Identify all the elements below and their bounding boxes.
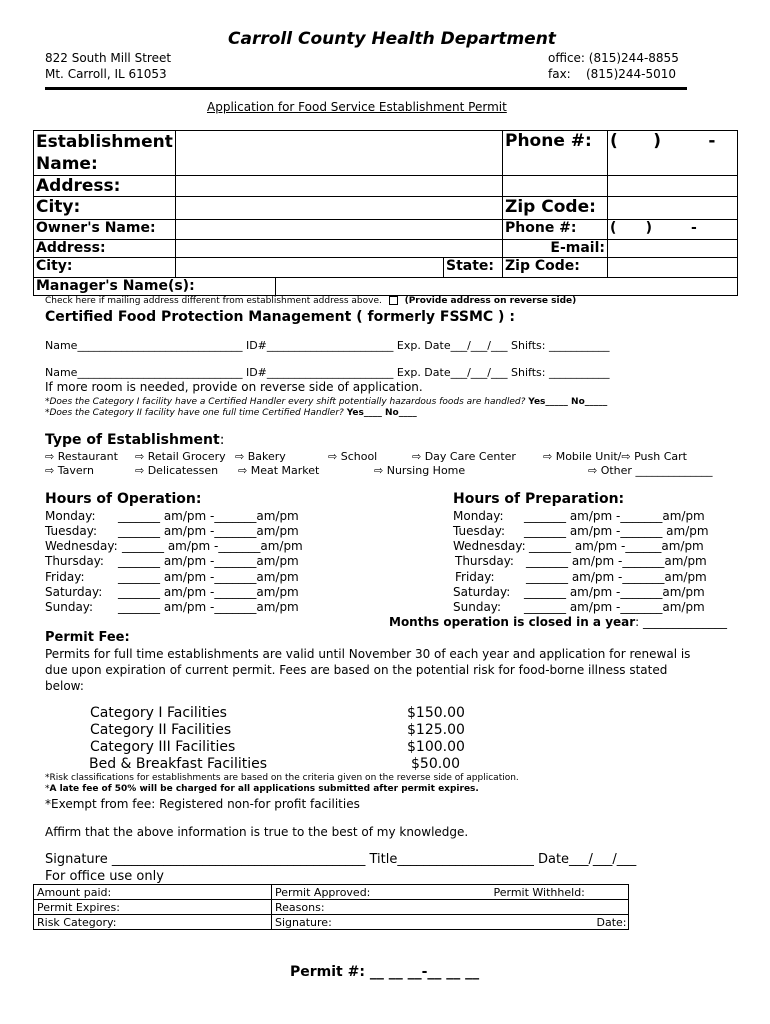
permit-number[interactable]: Permit #: __ __ __-__ __ __ bbox=[290, 964, 480, 980]
mailing-address-note: Check here if mailing address different from establishment address above. (Provide address on reverse side) bbox=[45, 296, 577, 306]
fax-number: fax: (815)244-5010 bbox=[548, 67, 677, 81]
fee-amount: $100.00 bbox=[407, 739, 465, 755]
manager-label: Manager's Name(s): bbox=[34, 278, 276, 296]
type-retail-grocery[interactable]: ⇨ Retail Grocery bbox=[135, 450, 226, 463]
affirm-statement: Affirm that the above information is true to the best of my knowledge. bbox=[45, 825, 469, 839]
type-nursing-home[interactable]: ⇨ Nursing Home bbox=[374, 464, 466, 477]
hours-preparation-heading: Hours of Preparation: bbox=[453, 491, 625, 507]
type-bakery[interactable]: ⇨ Bakery bbox=[235, 450, 286, 463]
op-hours-field[interactable]: _______ am/pm -_______am/pm bbox=[122, 539, 303, 553]
op-day-label: Saturday: bbox=[45, 585, 103, 599]
op-hours-field[interactable]: _______ am/pm -_______am/pm bbox=[118, 554, 299, 568]
type-restaurant[interactable]: ⇨ Restaurant bbox=[45, 450, 118, 463]
months-closed[interactable]: Months operation is closed in a year: ______________ bbox=[389, 615, 728, 629]
department-title: Carroll County Health Department bbox=[228, 29, 556, 49]
amount-paid-field[interactable]: Amount paid: bbox=[34, 885, 272, 900]
state-label: State: bbox=[444, 258, 503, 278]
fee-category-label: Bed & Breakfast Facilities bbox=[89, 756, 268, 772]
office-signature-cell[interactable]: Signature: Date: bbox=[272, 915, 629, 930]
address-field-right[interactable] bbox=[608, 176, 738, 197]
establishment-name-field[interactable] bbox=[176, 131, 503, 176]
permit-expires-field[interactable]: Permit Expires: bbox=[34, 900, 272, 915]
op-hours-field[interactable]: _______ am/pm -_______am/pm bbox=[118, 585, 299, 599]
op-day-label: Tuesday: bbox=[45, 524, 97, 538]
city-field[interactable] bbox=[176, 197, 503, 220]
prep-hours-field[interactable]: _______ am/pm -_______am/pm bbox=[526, 554, 707, 568]
prep-hours-field[interactable]: _______ am/pm -_______am/pm bbox=[526, 570, 707, 584]
phone-label: Phone #: bbox=[503, 131, 608, 176]
prep-hours-field[interactable]: _______ am/pm -______am/pm bbox=[529, 539, 704, 553]
owner-zip-field[interactable] bbox=[608, 258, 738, 278]
fee-category-label: Category I Facilities bbox=[90, 705, 227, 721]
owner-address-label: Address: bbox=[34, 240, 176, 258]
prep-hours-field[interactable]: _______ am/pm -_______am/pm bbox=[524, 509, 705, 523]
mailing-address-checkbox[interactable] bbox=[389, 296, 398, 305]
address-line-2: Mt. Carroll, IL 61053 bbox=[45, 67, 167, 81]
fee-category-label: Category III Facilities bbox=[90, 739, 236, 755]
prep-day-label: Wednesday: bbox=[453, 539, 526, 553]
signature-line[interactable]: Signature _______________________________________ Title_____________________ Date___/___/___ bbox=[45, 852, 637, 867]
address-label: Address: bbox=[34, 176, 176, 197]
fee-amount: $50.00 bbox=[411, 756, 460, 772]
owner-zip-label: Zip Code: bbox=[503, 258, 608, 278]
owner-name-label: Owner's Name: bbox=[34, 220, 176, 240]
risk-note: *Risk classifications for establishments are based on the criteria given on the reverse side of application. bbox=[45, 773, 519, 783]
office-use-table bbox=[33, 884, 629, 930]
fee-amount: $150.00 bbox=[407, 705, 465, 721]
category-2-question: *Does the Category II facility have one full time Certified Handler? Yes____ No____ bbox=[45, 408, 417, 418]
permit-fee-text-2: due upon expiration of current permit. Fees are based on the potential risk for food-borne illness stated bbox=[45, 663, 668, 677]
form-title: Application for Food Service Establishment Permit bbox=[207, 100, 507, 114]
phone-field[interactable]: ( ) - bbox=[608, 131, 738, 176]
permit-approved-cell[interactable]: Permit Approved: Permit Withheld: bbox=[272, 885, 629, 900]
op-day-label: Friday: bbox=[45, 570, 85, 584]
cfpm-line-2[interactable]: Name______________________________ ID#_______________________ Exp. Date___/___/___ Shifts: ___________ bbox=[45, 366, 610, 379]
office-use-heading: For office use only bbox=[45, 869, 164, 884]
fee-amount: $125.00 bbox=[407, 722, 465, 738]
type-day-care[interactable]: ⇨ Day Care Center bbox=[412, 450, 516, 463]
type-mobile-unit[interactable]: ⇨ Mobile Unit/⇨ Push Cart bbox=[543, 450, 687, 463]
permit-fee-text-3: below: bbox=[45, 679, 84, 693]
email-label: E-mail: bbox=[503, 240, 608, 258]
prep-day-label: Tuesday: bbox=[453, 524, 505, 538]
prep-hours-field[interactable]: _______ am/pm -_______ am/pm bbox=[524, 524, 709, 538]
owner-address-field[interactable] bbox=[176, 240, 503, 258]
header-divider bbox=[45, 87, 687, 90]
exempt-note: *Exempt from fee: Registered non-for profit facilities bbox=[45, 797, 360, 811]
establishment-info-grid bbox=[33, 130, 738, 296]
fee-category-label: Category II Facilities bbox=[90, 722, 232, 738]
cfpm-line-1[interactable]: Name______________________________ ID#_______________________ Exp. Date___/___/___ Shifts: ___________ bbox=[45, 339, 610, 352]
establishment-name-label: Establishment Name: bbox=[34, 131, 176, 176]
op-day-label: Thursday: bbox=[45, 554, 104, 568]
owner-name-field[interactable] bbox=[176, 220, 503, 240]
owner-city-label: City: bbox=[34, 258, 176, 278]
city-label: City: bbox=[34, 197, 176, 220]
late-fee-note: *A late fee of 50% will be charged for all applications submitted after permit expires. bbox=[45, 784, 479, 794]
prep-day-label: Thursday: bbox=[455, 554, 514, 568]
office-date-label: Date: bbox=[596, 915, 627, 929]
prep-day-label: Saturday: bbox=[453, 585, 511, 599]
permit-withheld-label: Permit Withheld: bbox=[493, 885, 585, 899]
op-hours-field[interactable]: _______ am/pm -_______am/pm bbox=[118, 600, 299, 614]
permit-fee-text-1: Permits for full time establishments are valid until November 30 of each year and application for renewal is bbox=[45, 647, 691, 661]
office-phone: office: (815)244-8855 bbox=[548, 51, 679, 65]
type-school[interactable]: ⇨ School bbox=[328, 450, 378, 463]
zip-field[interactable] bbox=[608, 197, 738, 220]
hours-operation-heading: Hours of Operation: bbox=[45, 491, 202, 507]
op-day-label: Monday: bbox=[45, 509, 96, 523]
op-day-label: Sunday: bbox=[45, 600, 94, 614]
address-field-mid[interactable] bbox=[503, 176, 608, 197]
category-1-question: *Does the Category I facility have a Certified Handler every shift potentially hazardous foods are handled? Yes_____ No_____ bbox=[45, 397, 608, 407]
op-hours-field[interactable]: _______ am/pm -_______am/pm bbox=[118, 509, 299, 523]
owner-city-field[interactable] bbox=[176, 258, 444, 278]
prep-day-label: Sunday: bbox=[453, 600, 502, 614]
cfpm-heading: Certified Food Protection Management ( formerly FSSMC ) : bbox=[45, 309, 515, 325]
more-room-note: If more room is needed, provide on reverse side of application. bbox=[45, 380, 423, 394]
email-field[interactable] bbox=[608, 240, 738, 258]
manager-field[interactable] bbox=[276, 278, 738, 296]
type-tavern[interactable]: ⇨ Tavern bbox=[45, 464, 94, 477]
prep-hours-field[interactable]: _______ am/pm -_______am/pm bbox=[524, 585, 705, 599]
op-day-label: Wednesday: bbox=[45, 539, 118, 553]
risk-category-field[interactable]: Risk Category: bbox=[34, 915, 272, 930]
prep-day-label: Friday: bbox=[455, 570, 495, 584]
op-hours-field[interactable]: _______ am/pm -_______am/pm bbox=[118, 524, 299, 538]
type-meat-market[interactable]: ⇨ Meat Market bbox=[238, 464, 320, 477]
address-field[interactable] bbox=[176, 176, 503, 197]
permit-fee-heading: Permit Fee: bbox=[45, 630, 130, 645]
owner-phone-label: Phone #: bbox=[503, 220, 608, 240]
owner-phone-field[interactable]: ( ) - bbox=[608, 220, 738, 240]
prep-day-label: Monday: bbox=[453, 509, 504, 523]
address-line-1: 822 South Mill Street bbox=[45, 51, 172, 65]
establishment-type-heading: Type of Establishment: bbox=[45, 432, 225, 448]
prep-hours-field[interactable]: _______ am/pm -_______am/pm bbox=[524, 600, 705, 614]
zip-label: Zip Code: bbox=[503, 197, 608, 220]
type-delicatessen[interactable]: ⇨ Delicatessen bbox=[135, 464, 219, 477]
reasons-field[interactable]: Reasons: bbox=[272, 900, 629, 915]
type-other[interactable]: ⇨ Other ______________ bbox=[588, 464, 713, 477]
op-hours-field[interactable]: _______ am/pm -_______am/pm bbox=[118, 570, 299, 584]
